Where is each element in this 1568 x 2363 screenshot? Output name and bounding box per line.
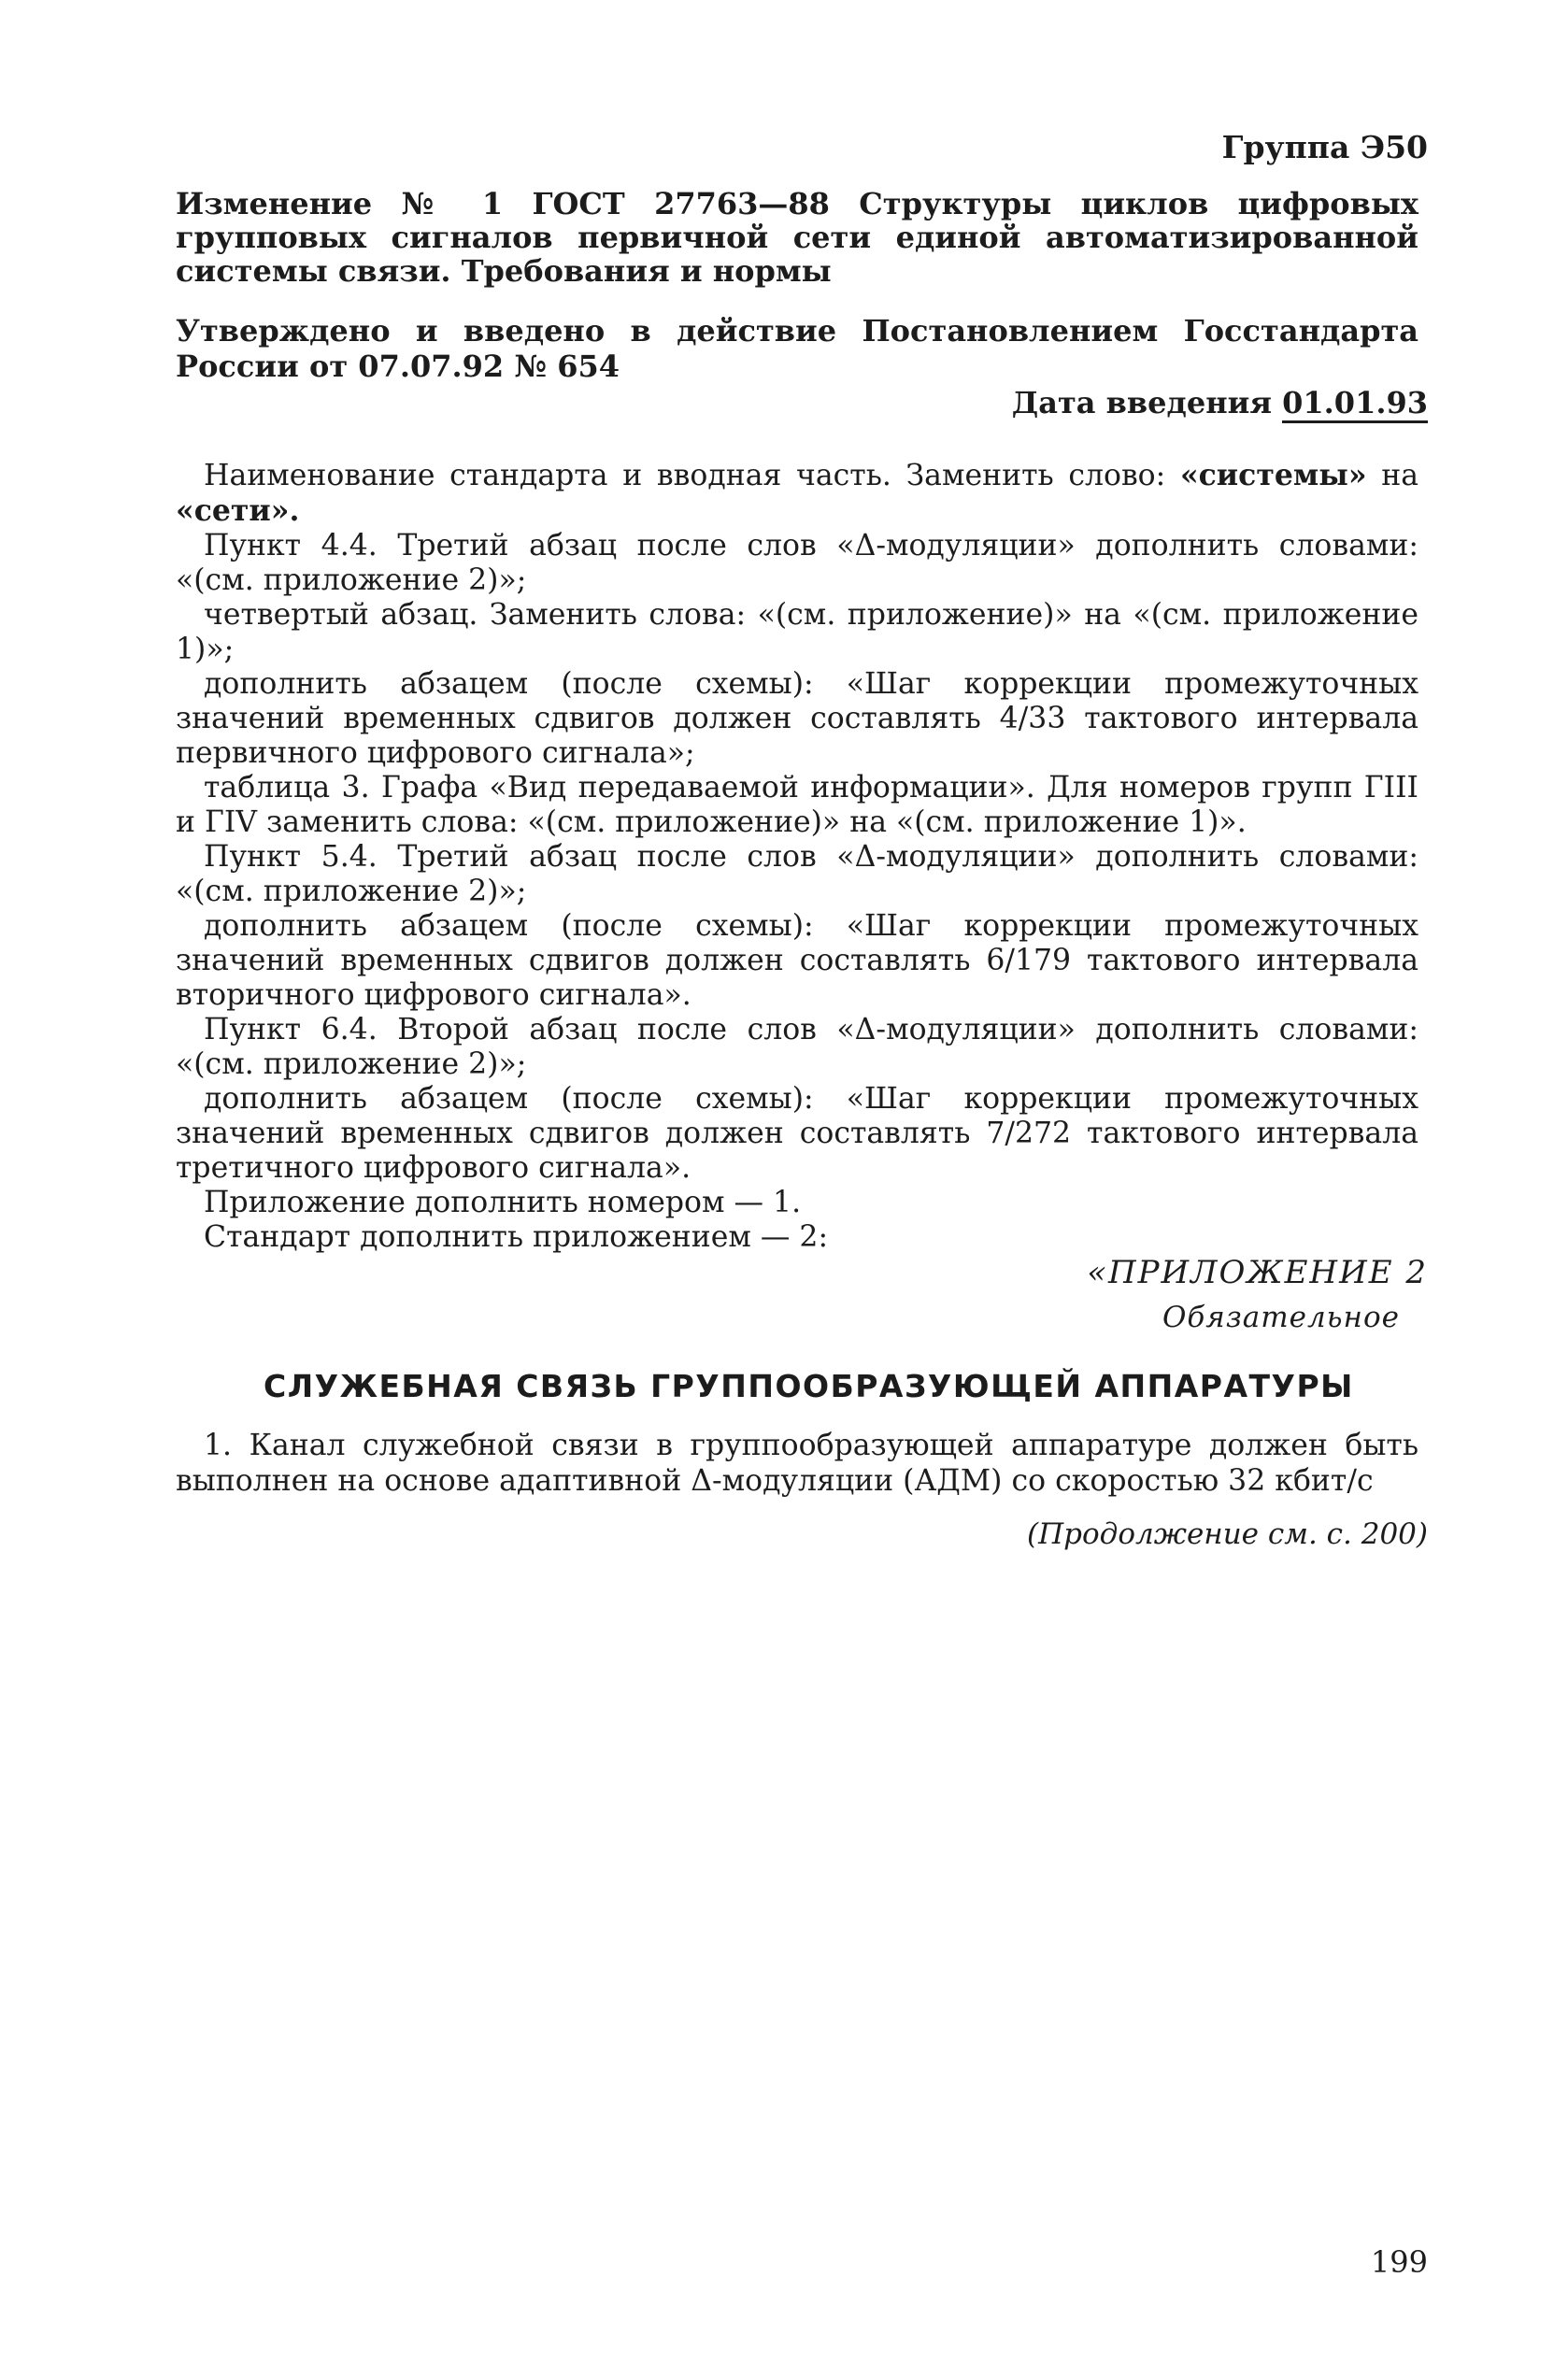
paragraph: Пункт 4.4. Третий абзац после слов «Δ-модуляции» дополнить словами: «(см. приложение 2)»; (176, 529, 1418, 597)
paragraph-text: Наименование стандарта и вводная часть. Заменить слово: (204, 459, 1180, 492)
paragraph: Приложение дополнить номером — 1. (204, 1186, 802, 1219)
paragraph: четвертый абзац. Заменить слова: «(см. приложение)» на «(см. приложение 1)»; (176, 598, 1418, 666)
continuation-note: (Продолжение см. с. 200) (1027, 1517, 1428, 1551)
clause-1: 1. Канал служебной связи в группообразующей аппаратуре должен быть выполнен на основе адаптивной Δ-модуляции (АДМ) со скоростью 32 кбит/с (176, 1429, 1418, 1498)
appendix-label: «ПРИЛОЖЕНИЕ 2 (1087, 1254, 1428, 1291)
paragraph-text: на (1366, 459, 1418, 492)
paragraph: дополнить абзацем (после схемы): «Шаг коррекции промежуточных значений временных сдвигов должен составлять 7/272 тактового интервала третичного цифрового сигнала». (176, 1082, 1418, 1185)
amendment-body (176, 458, 1418, 1255)
amendment-title: Изменение № 1 ГОСТ 27763—88 Структуры циклов цифровых групповых сигналов первичной сети единой автоматизированной системы связи. Требования и нормы (176, 186, 1418, 289)
paragraph: таблица 3. Графа «Вид передаваемой информации». Для номеров групп ГIII и ГIV заменить слова: «(см. приложение)» на «(см. приложение 1)». (176, 771, 1418, 839)
paragraph: Пункт 5.4. Третий абзац после слов «Δ-модуляции» дополнить словами: «(см. приложение 2)»; (176, 840, 1418, 908)
effective-date-value: 01.01.93 (1282, 385, 1428, 423)
page-number: 199 (1370, 2244, 1428, 2280)
paragraph: Пункт 6.4. Второй абзац после слов «Δ-модуляции» дополнить словами: «(см. приложение 2)»; (176, 1013, 1418, 1081)
appendix-clause (176, 1428, 1418, 1499)
approval-statement: Утверждено и введено в действие Постановлением Госстандарта России от 07.07.92 № 654 (176, 313, 1418, 384)
effective-date (1012, 385, 1428, 420)
paragraph: Стандарт дополнить приложением — 2: (204, 1220, 829, 1254)
old-word: «системы» (1179, 458, 1367, 492)
appendix-mandatory-note: Обязательное (1162, 1301, 1400, 1334)
group-code: Группа Э50 (1221, 129, 1428, 165)
effective-date-label: Дата введения (1011, 385, 1272, 420)
new-word: «сети». (176, 493, 300, 528)
section-heading: СЛУЖЕБНАЯ СВЯЗЬ ГРУППООБРАЗУЮЩЕЙ АППАРАТУРЫ (264, 1368, 1354, 1404)
paragraph: дополнить абзацем (после схемы): «Шаг коррекции промежуточных значений временных сдвигов должен составлять 4/33 тактового интервала первичного цифрового сигнала»; (176, 667, 1418, 770)
paragraph: дополнить абзацем (после схемы): «Шаг коррекции промежуточных значений временных сдвигов должен составлять 6/179 тактового интервала вторичного цифрового сигнала». (176, 909, 1418, 1012)
paragraph-title-change (176, 458, 1418, 529)
